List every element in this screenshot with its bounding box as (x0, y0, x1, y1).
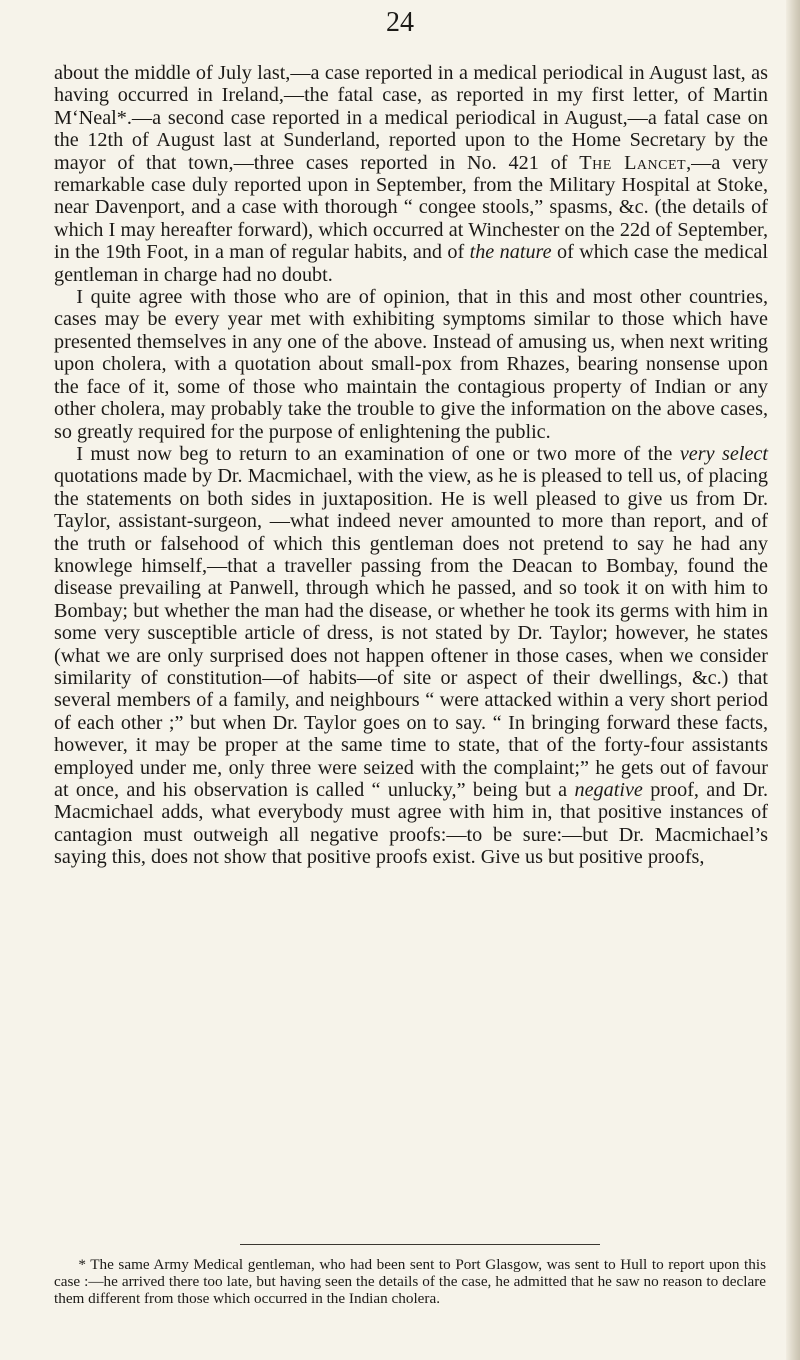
text-run: I quite agree with those who are of opinion, that in this and most other countries, cases may be every year met with exhibiting symptoms similar to those which have presented themselves in any one of the above. Instead of amusing us, when next writing upon cholera, with a quotation about small-pox from Rhazes, bearing nonsense upon the face of it, some of those who maintain the contagious property of Indian or any other cholera, may probably take the trouble to give the information on the above cases, so greatly required for the purpose of enlightening the public. (54, 286, 768, 443)
footnote (54, 1256, 766, 1308)
text-run: about the middle of July last,—a case reported in a medical periodical in August last, as having occurred in Ireland,—the fatal case, as reported in my first letter, of Martin M‘Neal*.—a second case reported in a medical periodical in August,—a fatal case on the 12th of August last at Sunderland, reported upon to the Home Secretary by the mayor of that town,—three cases reported in No. 421 of (54, 62, 768, 174)
text-run: proof, and Dr. Macmichael adds, what everybody must agree with him in, that positive instances of cantagion must outweigh all negative proofs:—to be sure:—but Dr. Macmichael’s saying this, does not show that positive proofs exist. Give us but positive proofs, (54, 779, 769, 869)
footnote-rule (240, 1244, 600, 1245)
footnote-marker: * (78, 1256, 86, 1273)
page-edge-shadow (786, 0, 800, 1360)
text-run: of which case the medical gentleman in charge had no doubt. (54, 241, 768, 286)
text-run: ,—a very remarkable case duly reported upon in September, from the Military Hospital at Stoke, near Davenport, and a case with thorough “ congee stools,” spasms, &c. (the details of which I may hereafter forward), which occurred at Winchester on the 22d of September, in the 19th Foot, in a man of regular habits, and of (54, 151, 768, 264)
text-run: I must now beg to return to an examination of one or two more of the (76, 442, 680, 465)
paragraph (54, 62, 768, 286)
paragraph (54, 286, 768, 443)
italic-phrase: the nature (469, 241, 552, 264)
journal-title: The Lancet (579, 151, 687, 174)
paragraph (54, 443, 768, 869)
text-run: quotations made by Dr. Macmichael, with the view, as he is pleased to tell us, of placing the statements on both sides in juxtaposition. He is well pleased to give us from Dr. Taylor, assistant-surgeon, —what indeed never amounted to more than report, and of the truth or falsehood of which this gentleman does not pretend to say he had any knowlege himself,—that a traveller passing from the Deacan to Bombay, found the disease prevailing at Panwell, through which he passed, and so took it on with him to Bombay; but whether the man had the disease, or whether he took its germs with him in some very susceptible article of dress, is not stated by Dr. Taylor; however, he states (what we are only surprised does not happen oftener in those cases, when we consider similarity of constitution—of habits—of site or aspect of their dwellings, &c.) that several members of a family, and neighbours “ were attacked within a very short period of each other ;” but when Dr. Taylor goes on to say. “ In bringing forward these facts, however, it may be proper at the same time to state, that of the forty-four assistants employed under me, only three were seized with the complaint;” he gets out of favour at once, and his observation is called “ unlucky,” being but a (54, 465, 768, 801)
footnote-paragraph (54, 1256, 766, 1308)
italic-phrase: negative (574, 779, 643, 801)
italic-phrase: very select (679, 442, 768, 465)
body-text (54, 62, 768, 869)
footnote-text: The same Army Medical gentleman, who had been sent to Port Glasgow, was sent to Hull to report upon this case :—he arrived there too late, but having seen the details of the case, he admitted that he saw no reason to declare them different from those which occurred in the Indian cholera. (54, 1256, 766, 1308)
page-number: 24 (386, 7, 414, 38)
